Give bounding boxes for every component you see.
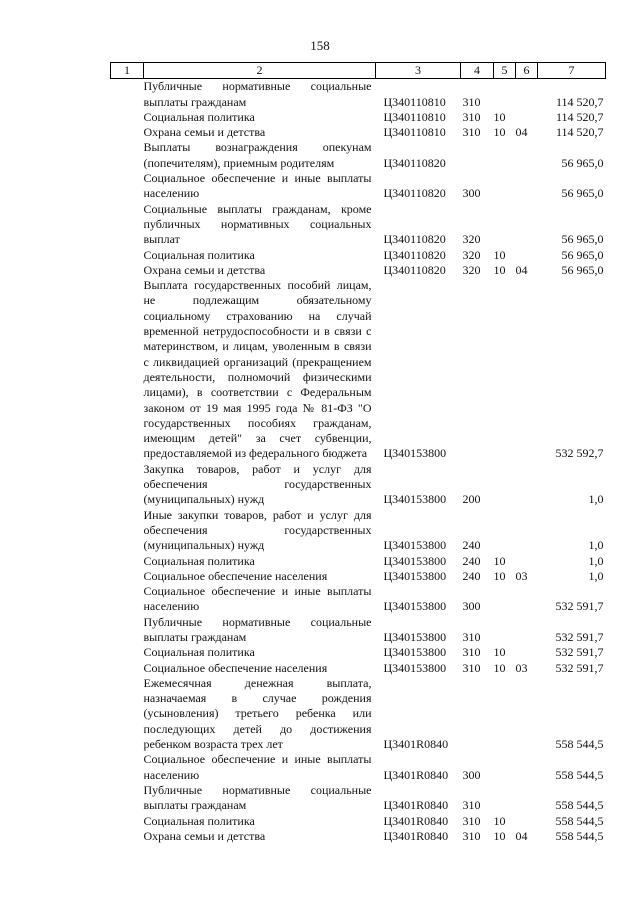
- table-row: [111, 783, 606, 814]
- cell-blank: [111, 263, 144, 278]
- cell-section: [494, 584, 516, 615]
- cell-expense-type: 310: [462, 94, 481, 109]
- cell-name: Выплата государственных пособий лицам, не подлежащим обязательному социальному страхованию на случай временной нетрудоспособности и в связи с материнством, и лицам, уволенным в связи с ликвидацией организаций (прекращением деятельности, полномочий физическими лицами), в соответствии с Федеральным законом от 19 мая 1995 года № 81-ФЗ "О государственных пособиях гражданам, имеющим детей" за счет субвенции, предоставляемой из федерального бюджета: [143, 278, 372, 461]
- cell-subsection: [516, 110, 538, 125]
- cell-name: Охрана семьи и детства: [143, 828, 266, 843]
- table-row: [111, 829, 606, 844]
- cell-subsection: [516, 554, 538, 569]
- cell-subsection: 03: [515, 660, 528, 675]
- cell-blank: [111, 462, 144, 508]
- cell-expense-type: 320: [462, 232, 481, 247]
- cell-amount: 56 965,0: [561, 186, 604, 201]
- cell-blank: [111, 584, 144, 615]
- cell-expense-type: 200: [462, 492, 481, 507]
- cell-target-code: Ц340153800: [383, 553, 447, 568]
- cell-blank: [111, 829, 144, 844]
- cell-expense-type: 320: [462, 247, 481, 262]
- cell-name: Социальная политика: [143, 109, 255, 124]
- cell-blank: [111, 554, 144, 569]
- cell-name: Социальное обеспечение и иные выплаты населению: [143, 752, 372, 782]
- table-body: [111, 79, 606, 844]
- cell-expense-type: 310: [462, 660, 481, 675]
- cell-amount: 56 965,0: [561, 262, 604, 277]
- cell-amount: 56 965,0: [561, 232, 604, 247]
- header-col-2: 2: [144, 63, 376, 79]
- cell-subsection: [516, 140, 538, 171]
- cell-amount: 558 544,5: [555, 737, 604, 752]
- cell-target-code: Ц340153800: [383, 629, 447, 644]
- cell-section: 10: [493, 125, 506, 140]
- cell-expense-type: [461, 278, 494, 462]
- cell-expense-type: 310: [462, 828, 481, 843]
- cell-section: [494, 508, 516, 554]
- cell-subsection: [516, 248, 538, 263]
- cell-name: Социальное обеспечение и иные выплаты населению: [143, 584, 372, 614]
- cell-amount: 532 591,7: [555, 660, 604, 675]
- cell-target-code: Ц340110820: [383, 262, 446, 277]
- cell-section: 10: [493, 553, 506, 568]
- cell-subsection: [516, 278, 538, 462]
- table-row: [111, 462, 606, 508]
- table-row: [111, 140, 606, 171]
- cell-amount: 56 965,0: [561, 155, 604, 170]
- cell-subsection: [516, 615, 538, 646]
- cell-amount: 114 520,7: [555, 94, 604, 109]
- cell-blank: [111, 752, 144, 783]
- cell-name: Социальная политика: [143, 553, 255, 568]
- cell-blank: [111, 79, 144, 110]
- cell-section: [494, 140, 516, 171]
- cell-subsection: [516, 814, 538, 829]
- cell-section: [494, 171, 516, 202]
- cell-subsection: [516, 202, 538, 248]
- cell-blank: [111, 783, 144, 814]
- cell-blank: [111, 569, 144, 584]
- cell-name: Публичные нормативные социальные выплаты гражданам: [143, 79, 372, 109]
- cell-amount: 56 965,0: [561, 247, 604, 262]
- cell-amount: 558 544,5: [555, 813, 604, 828]
- cell-amount: 532 591,7: [555, 645, 604, 660]
- header-col-6: 6: [516, 63, 538, 79]
- table-row: [111, 263, 606, 278]
- cell-subsection: [516, 508, 538, 554]
- table-row: [111, 752, 606, 783]
- cell-blank: [111, 814, 144, 829]
- cell-subsection: [516, 752, 538, 783]
- cell-subsection: [516, 676, 538, 752]
- cell-name: Социальная политика: [143, 645, 255, 660]
- cell-blank: [111, 110, 144, 125]
- cell-name: Социальное обеспечение и иные выплаты населению: [143, 171, 372, 201]
- table-row: [111, 814, 606, 829]
- cell-subsection: 04: [515, 828, 528, 843]
- cell-name: Выплаты вознаграждения опекунам (попечителям), приемным родителям: [143, 140, 372, 170]
- cell-blank: [111, 248, 144, 263]
- cell-section: 10: [493, 109, 506, 124]
- cell-amount: 558 544,5: [555, 767, 604, 782]
- cell-amount: 114 520,7: [555, 125, 604, 140]
- header-col-7: 7: [538, 63, 606, 79]
- cell-expense-type: 310: [462, 798, 481, 813]
- cell-target-code: Ц3401R0840: [383, 798, 449, 813]
- cell-section: [494, 462, 516, 508]
- cell-target-code: Ц340153800: [383, 446, 447, 461]
- cell-section: [494, 752, 516, 783]
- cell-blank: [111, 645, 144, 660]
- cell-blank: [111, 508, 144, 554]
- cell-expense-type: 300: [462, 186, 481, 201]
- cell-name: Иные закупки товаров, работ и услуг для обеспечения государственных (муниципальных) нужд: [143, 507, 372, 553]
- cell-amount: 1,0: [588, 538, 604, 553]
- cell-expense-type: [461, 676, 494, 752]
- cell-target-code: Ц340110820: [383, 232, 446, 247]
- cell-target-code: Ц340110810: [383, 125, 446, 140]
- cell-target-code: Ц340153800: [383, 599, 447, 614]
- cell-expense-type: [461, 140, 494, 171]
- cell-subsection: [516, 645, 538, 660]
- cell-section: [494, 783, 516, 814]
- cell-expense-type: 320: [462, 262, 481, 277]
- cell-target-code: Ц3401R0840: [383, 828, 449, 843]
- cell-section: 10: [493, 568, 506, 583]
- cell-name: Социальное обеспечение населения: [143, 568, 328, 583]
- cell-name: Социальная политика: [143, 247, 255, 262]
- cell-subsection: [516, 783, 538, 814]
- cell-target-code: Ц3401R0840: [383, 767, 449, 782]
- cell-target-code: Ц340153800: [383, 645, 447, 660]
- cell-amount: 532 592,7: [555, 446, 604, 461]
- cell-target-code: Ц340153800: [383, 660, 447, 675]
- table-row: [111, 661, 606, 676]
- cell-target-code: Ц340110820: [383, 155, 446, 170]
- cell-section: 10: [493, 262, 506, 277]
- cell-amount: 1,0: [588, 492, 604, 507]
- cell-section: 10: [493, 645, 506, 660]
- cell-section: 10: [493, 247, 506, 262]
- cell-amount: 558 544,5: [555, 798, 604, 813]
- table-row: [111, 248, 606, 263]
- cell-expense-type: 300: [462, 599, 481, 614]
- cell-target-code: Ц340153800: [383, 538, 447, 553]
- table-row: [111, 278, 606, 462]
- table-row: [111, 110, 606, 125]
- cell-target-code: Ц340110820: [383, 186, 446, 201]
- cell-name: Социальное обеспечение населения: [143, 660, 328, 675]
- cell-blank: [111, 661, 144, 676]
- table-row: [111, 569, 606, 584]
- header-col-1: 1: [111, 63, 144, 79]
- cell-name: Охрана семьи и детства: [143, 262, 266, 277]
- cell-amount: 558 544,5: [555, 828, 604, 843]
- header-col-4: 4: [461, 63, 494, 79]
- cell-expense-type: 240: [462, 568, 481, 583]
- cell-amount: 532 591,7: [555, 629, 604, 644]
- cell-blank: [111, 202, 144, 248]
- cell-expense-type: 240: [462, 538, 481, 553]
- cell-expense-type: 310: [462, 813, 481, 828]
- cell-amount: 114 520,7: [555, 109, 604, 124]
- cell-subsection: [516, 584, 538, 615]
- cell-expense-type: 310: [462, 645, 481, 660]
- cell-name: Закупка товаров, работ и услуг для обеспечения государственных (муниципальных) нужд: [143, 461, 372, 507]
- cell-section: 10: [493, 660, 506, 675]
- cell-blank: [111, 676, 144, 752]
- cell-subsection: [516, 462, 538, 508]
- cell-blank: [111, 278, 144, 462]
- cell-section: 10: [493, 813, 506, 828]
- cell-section: 10: [493, 828, 506, 843]
- table-row: [111, 676, 606, 752]
- table-row: [111, 645, 606, 660]
- cell-blank: [111, 171, 144, 202]
- table-row: [111, 554, 606, 569]
- cell-target-code: Ц3401R0840: [383, 737, 449, 752]
- cell-expense-type: 310: [462, 629, 481, 644]
- cell-subsection: 04: [515, 125, 528, 140]
- cell-name: Публичные нормативные социальные выплаты гражданам: [143, 782, 372, 813]
- cell-expense-type: 300: [462, 767, 481, 782]
- cell-target-code: Ц340153800: [383, 492, 447, 507]
- cell-target-code: Ц340110810: [383, 109, 446, 124]
- budget-table: [110, 62, 606, 844]
- cell-blank: [111, 125, 144, 140]
- cell-name: Ежемесячная денежная выплата, назначаемая в случае рождения (усыновления) третьего ребенка или последующих детей до достижения ребенком возраста трех лет: [143, 675, 372, 752]
- table-row: [111, 125, 606, 140]
- cell-section: [494, 615, 516, 646]
- table-row: [111, 584, 606, 615]
- cell-target-code: Ц340110810: [383, 94, 446, 109]
- table-row: [111, 508, 606, 554]
- cell-name: Охрана семьи и детства: [143, 125, 266, 140]
- cell-amount: 532 591,7: [555, 599, 604, 614]
- cell-name: Публичные нормативные социальные выплаты гражданам: [143, 614, 372, 644]
- cell-subsection: [516, 171, 538, 202]
- cell-subsection: 03: [515, 568, 528, 583]
- cell-subsection: [516, 79, 538, 110]
- cell-section: [494, 278, 516, 462]
- cell-expense-type: 310: [462, 125, 481, 140]
- cell-amount: 1,0: [588, 553, 604, 568]
- cell-target-code: Ц340110820: [383, 247, 446, 262]
- table-row: [111, 79, 606, 110]
- cell-amount: 1,0: [588, 568, 604, 583]
- table-row: [111, 615, 606, 646]
- page-number: 158: [310, 38, 330, 53]
- cell-expense-type: 240: [462, 553, 481, 568]
- cell-name: Социальные выплаты гражданам, кроме публичных нормативных социальных выплат: [143, 201, 372, 247]
- cell-blank: [111, 140, 144, 171]
- header-col-3: 3: [376, 63, 461, 79]
- table-header: [111, 63, 606, 79]
- cell-target-code: Ц340153800: [383, 568, 447, 583]
- cell-section: [494, 676, 516, 752]
- header-col-5: 5: [494, 63, 516, 79]
- cell-expense-type: 310: [462, 109, 481, 124]
- cell-section: [494, 202, 516, 248]
- cell-name: Социальная политика: [143, 813, 255, 828]
- cell-subsection: 04: [515, 262, 528, 277]
- cell-section: [494, 79, 516, 110]
- cell-blank: [111, 615, 144, 646]
- cell-target-code: Ц3401R0840: [383, 813, 449, 828]
- table-row: [111, 171, 606, 202]
- table-row: [111, 202, 606, 248]
